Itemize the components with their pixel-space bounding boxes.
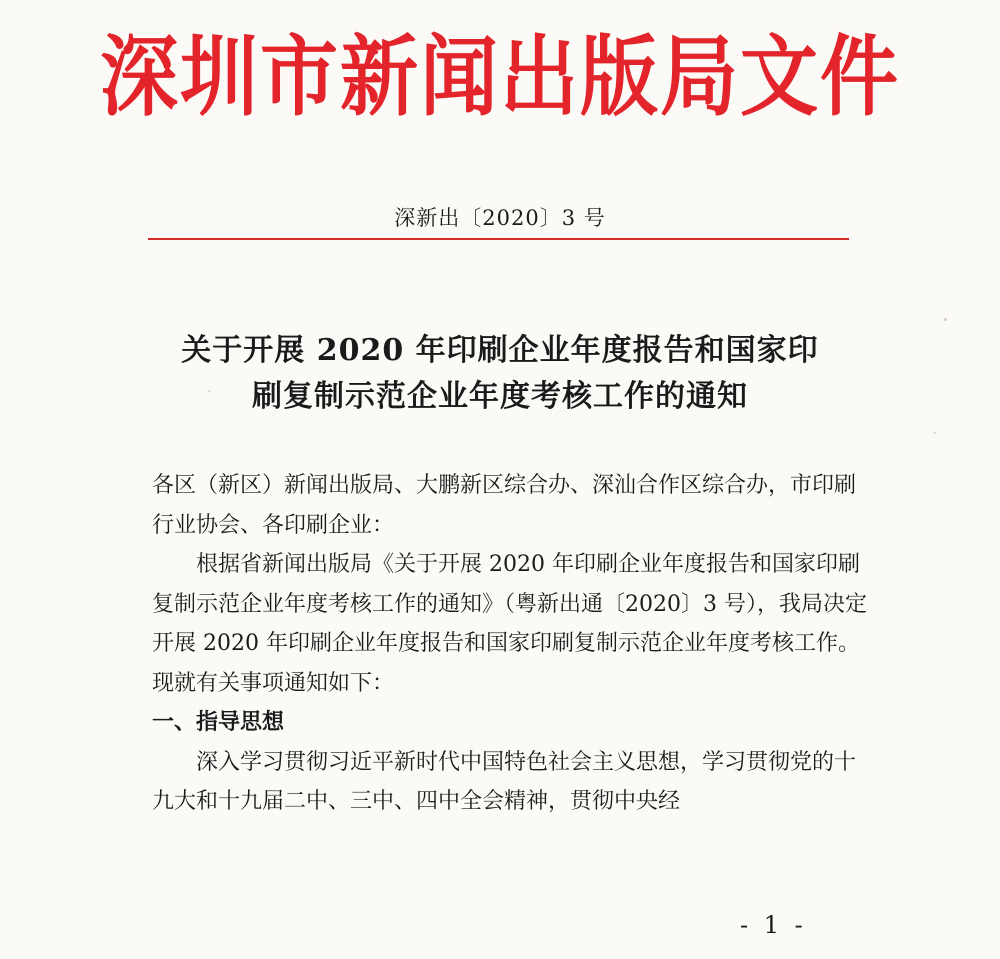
section-heading-1: 一、指导思想 <box>152 709 285 735</box>
title-line-2: 刷复制示范企业年度考核工作的通知 <box>252 379 748 414</box>
red-divider-line <box>148 238 849 240</box>
masthead-title: 深圳市新闻出版局文件 <box>99 26 900 129</box>
scan-speck <box>208 390 210 392</box>
addressee: 各区（新区）新闻出版局、大鹏新区综合办、深汕合作区综合办，市印刷行业协会、各印刷企业： <box>152 473 857 538</box>
document-number: 深新出〔2020〕3 号 <box>394 206 606 230</box>
section-1-text: 深入学习贯彻习近平新时代中国特色社会主义思想，学习贯彻党的十九大和十九届二中、三中、四中全会精神，贯彻中央经 <box>152 749 857 814</box>
scan-speck <box>944 318 947 321</box>
document-title <box>130 328 870 420</box>
title-line-1: 关于开展 2020 年印刷企业年度报告和国家印 <box>181 333 819 368</box>
scan-speck <box>934 432 936 434</box>
document-body <box>152 466 872 822</box>
page-number: - 1 - <box>740 911 807 939</box>
paragraph-intro: 根据省新闻出版局《关于开展 2020 年印刷企业年度报告和国家印刷复制示范企业年度考核工作的通知》（粤新出通〔2020〕3 号），我局决定开展 2020 年印刷企业年度报告和国家印刷复制示范企业年度考核工作。现就有关事项通知如下： <box>152 552 867 696</box>
